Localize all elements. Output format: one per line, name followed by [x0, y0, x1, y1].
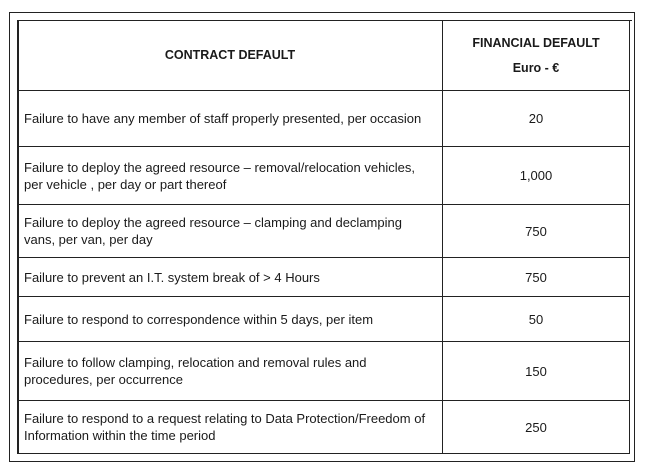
row-amount: 750: [443, 258, 630, 297]
table-row: [18, 205, 630, 258]
financial-default-header: [443, 21, 630, 91]
row-description: Failure to follow clamping, relocation and removal rules and procedures, per occurrence: [18, 342, 443, 401]
row-amount: 150: [443, 342, 630, 401]
row-description: Failure to respond to correspondence within 5 days, per item: [18, 297, 443, 342]
table-row: [18, 297, 630, 342]
contract-default-header: CONTRACT DEFAULT: [18, 21, 443, 91]
row-description: Failure to prevent an I.T. system break of > 4 Hours: [18, 258, 443, 297]
row-description: Failure to respond to a request relating to Data Protection/Freedom of Information within the time period: [18, 401, 443, 454]
row-amount: 750: [443, 205, 630, 258]
row-amount: 1,000: [443, 147, 630, 205]
financial-default-label: FINANCIAL DEFAULT: [472, 35, 600, 50]
table-header-row: [18, 21, 630, 91]
row-amount: 250: [443, 401, 630, 454]
row-amount: 50: [443, 297, 630, 342]
table-row: [18, 342, 630, 401]
table-row: [18, 147, 630, 205]
row-amount: 20: [443, 91, 630, 147]
table-row: [18, 91, 630, 147]
currency-label: Euro - €: [512, 60, 560, 75]
table-row: [18, 258, 630, 297]
row-description: Failure to deploy the agreed resource – removal/relocation vehicles, per vehicle , per day or part thereof: [18, 147, 443, 205]
row-description: Failure to deploy the agreed resource – clamping and declamping vans, per van, per day: [18, 205, 443, 258]
penalties-table: [17, 20, 630, 454]
table-row: [18, 401, 630, 454]
row-description: Failure to have any member of staff properly presented, per occasion: [18, 91, 443, 147]
